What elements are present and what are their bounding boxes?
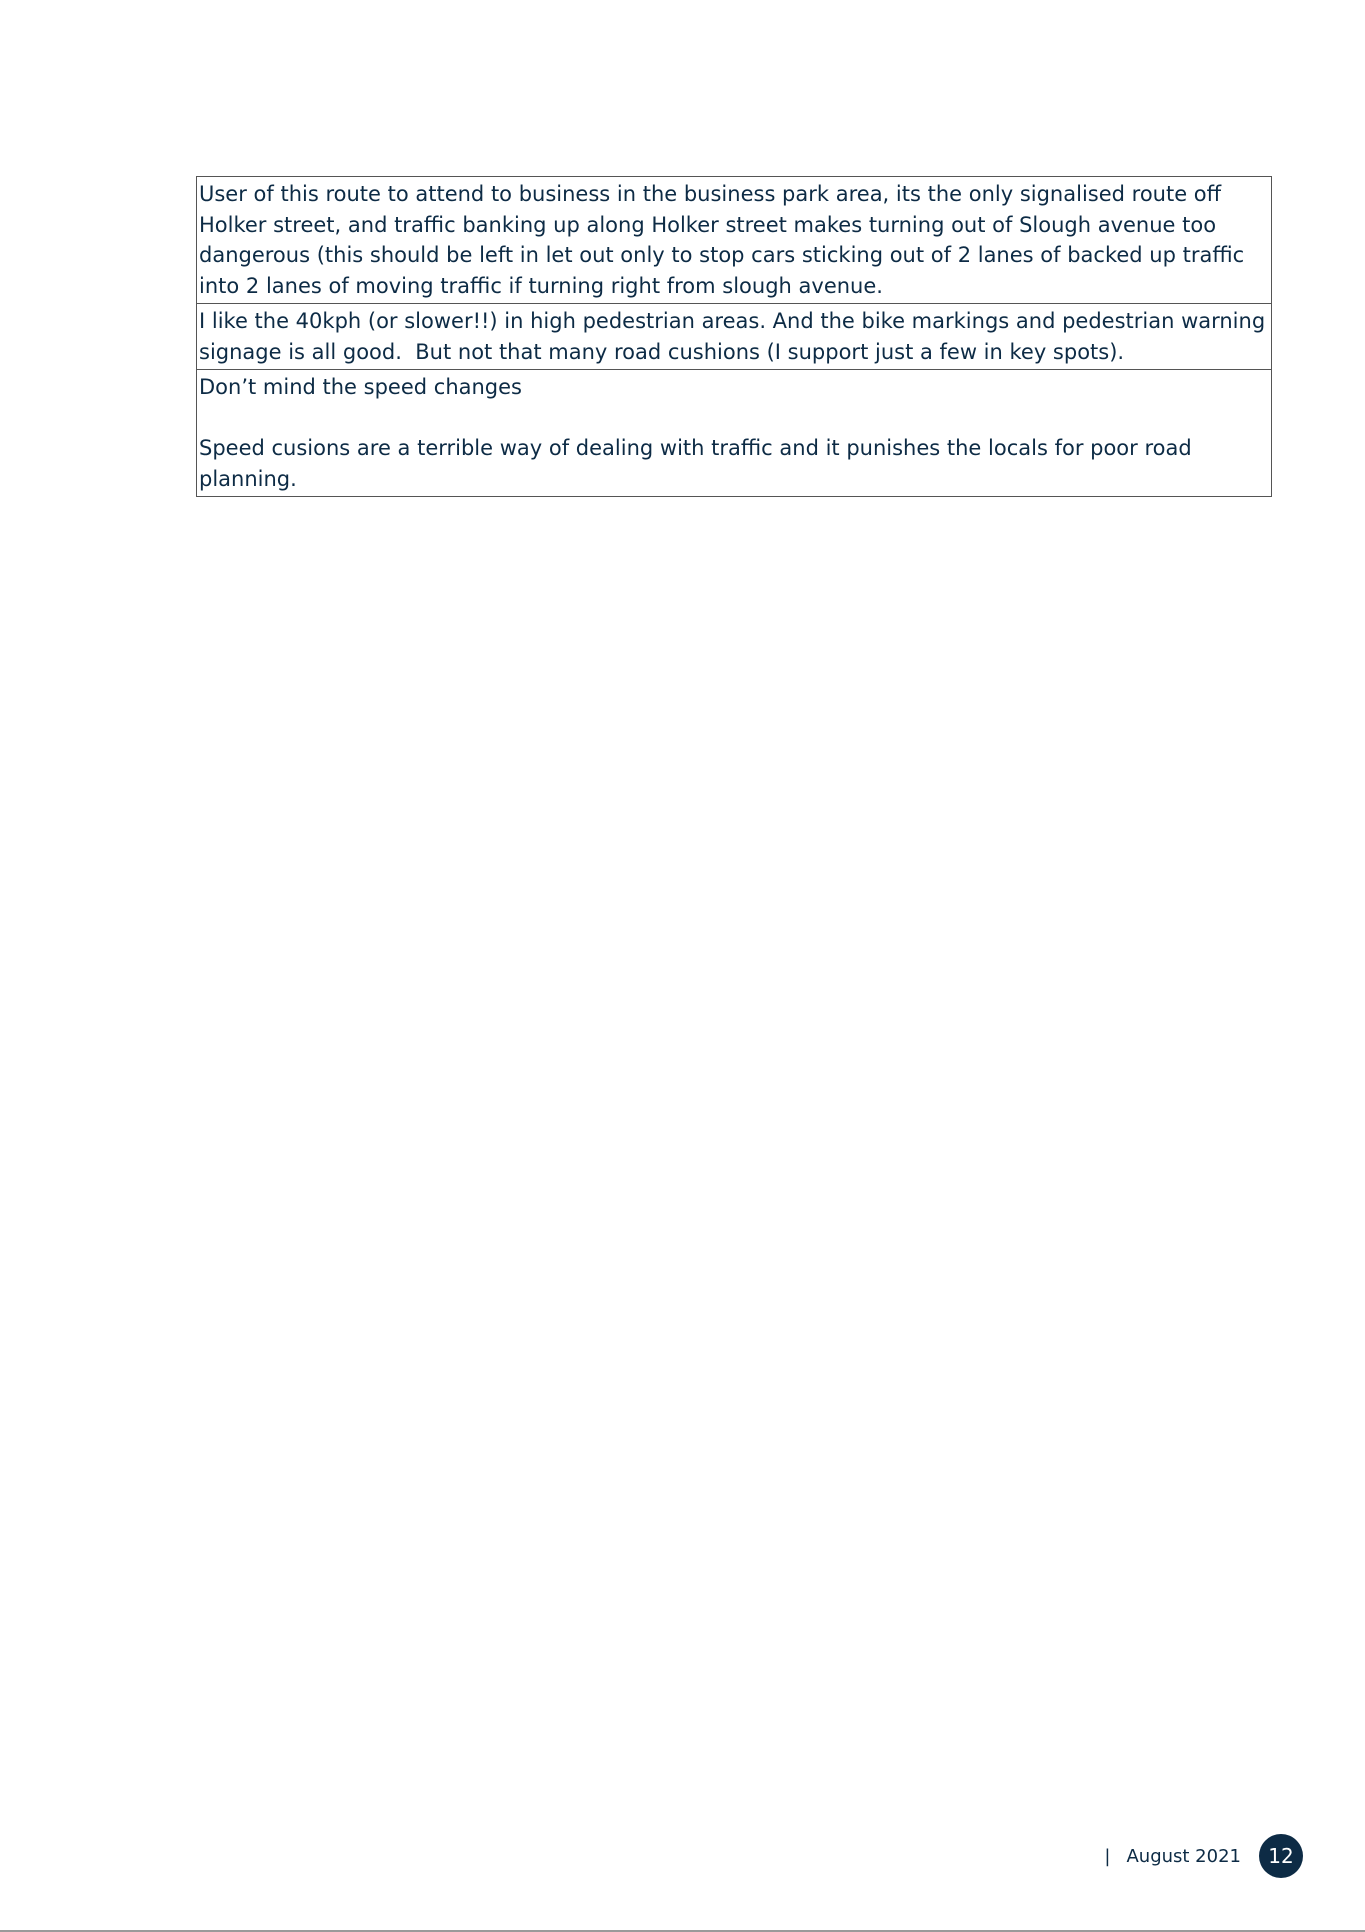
footer-date: August 2021 [1126, 1845, 1241, 1867]
footer-separator: | [1104, 1845, 1111, 1867]
comment-text: Don’t mind the speed changes [199, 375, 522, 399]
comment-cell [197, 304, 1272, 370]
page-number-badge: 12 [1259, 1834, 1303, 1878]
comments-table [196, 176, 1272, 497]
comment-text: User of this route to attend to business in the business park area, its the only signalised route off Holker street, and traffic banking up along Holker street makes turning out of Slough avenue too dangerous (this should be left in let out only to stop cars sticking out of 2 lanes of backed up traffic into 2 lanes of moving traffic if turning right from slough avenue. [199, 182, 1251, 298]
comment-text: I like the 40kph (or slower!!) in high pedestrian areas. And the bike markings and pedestrian warning signage is all good. But not that many road cushions (I support just a few in key spots). [199, 309, 1272, 364]
page-footer [1104, 1834, 1303, 1878]
table-row [197, 304, 1272, 370]
comment-text: Speed cusions are a terrible way of dealing with traffic and it punishes the locals for poor road planning. [199, 436, 1199, 491]
table-row [197, 370, 1272, 497]
comment-cell [197, 370, 1272, 497]
comment-cell [197, 177, 1272, 304]
paragraph-gap [199, 403, 1269, 434]
table-row [197, 177, 1272, 304]
